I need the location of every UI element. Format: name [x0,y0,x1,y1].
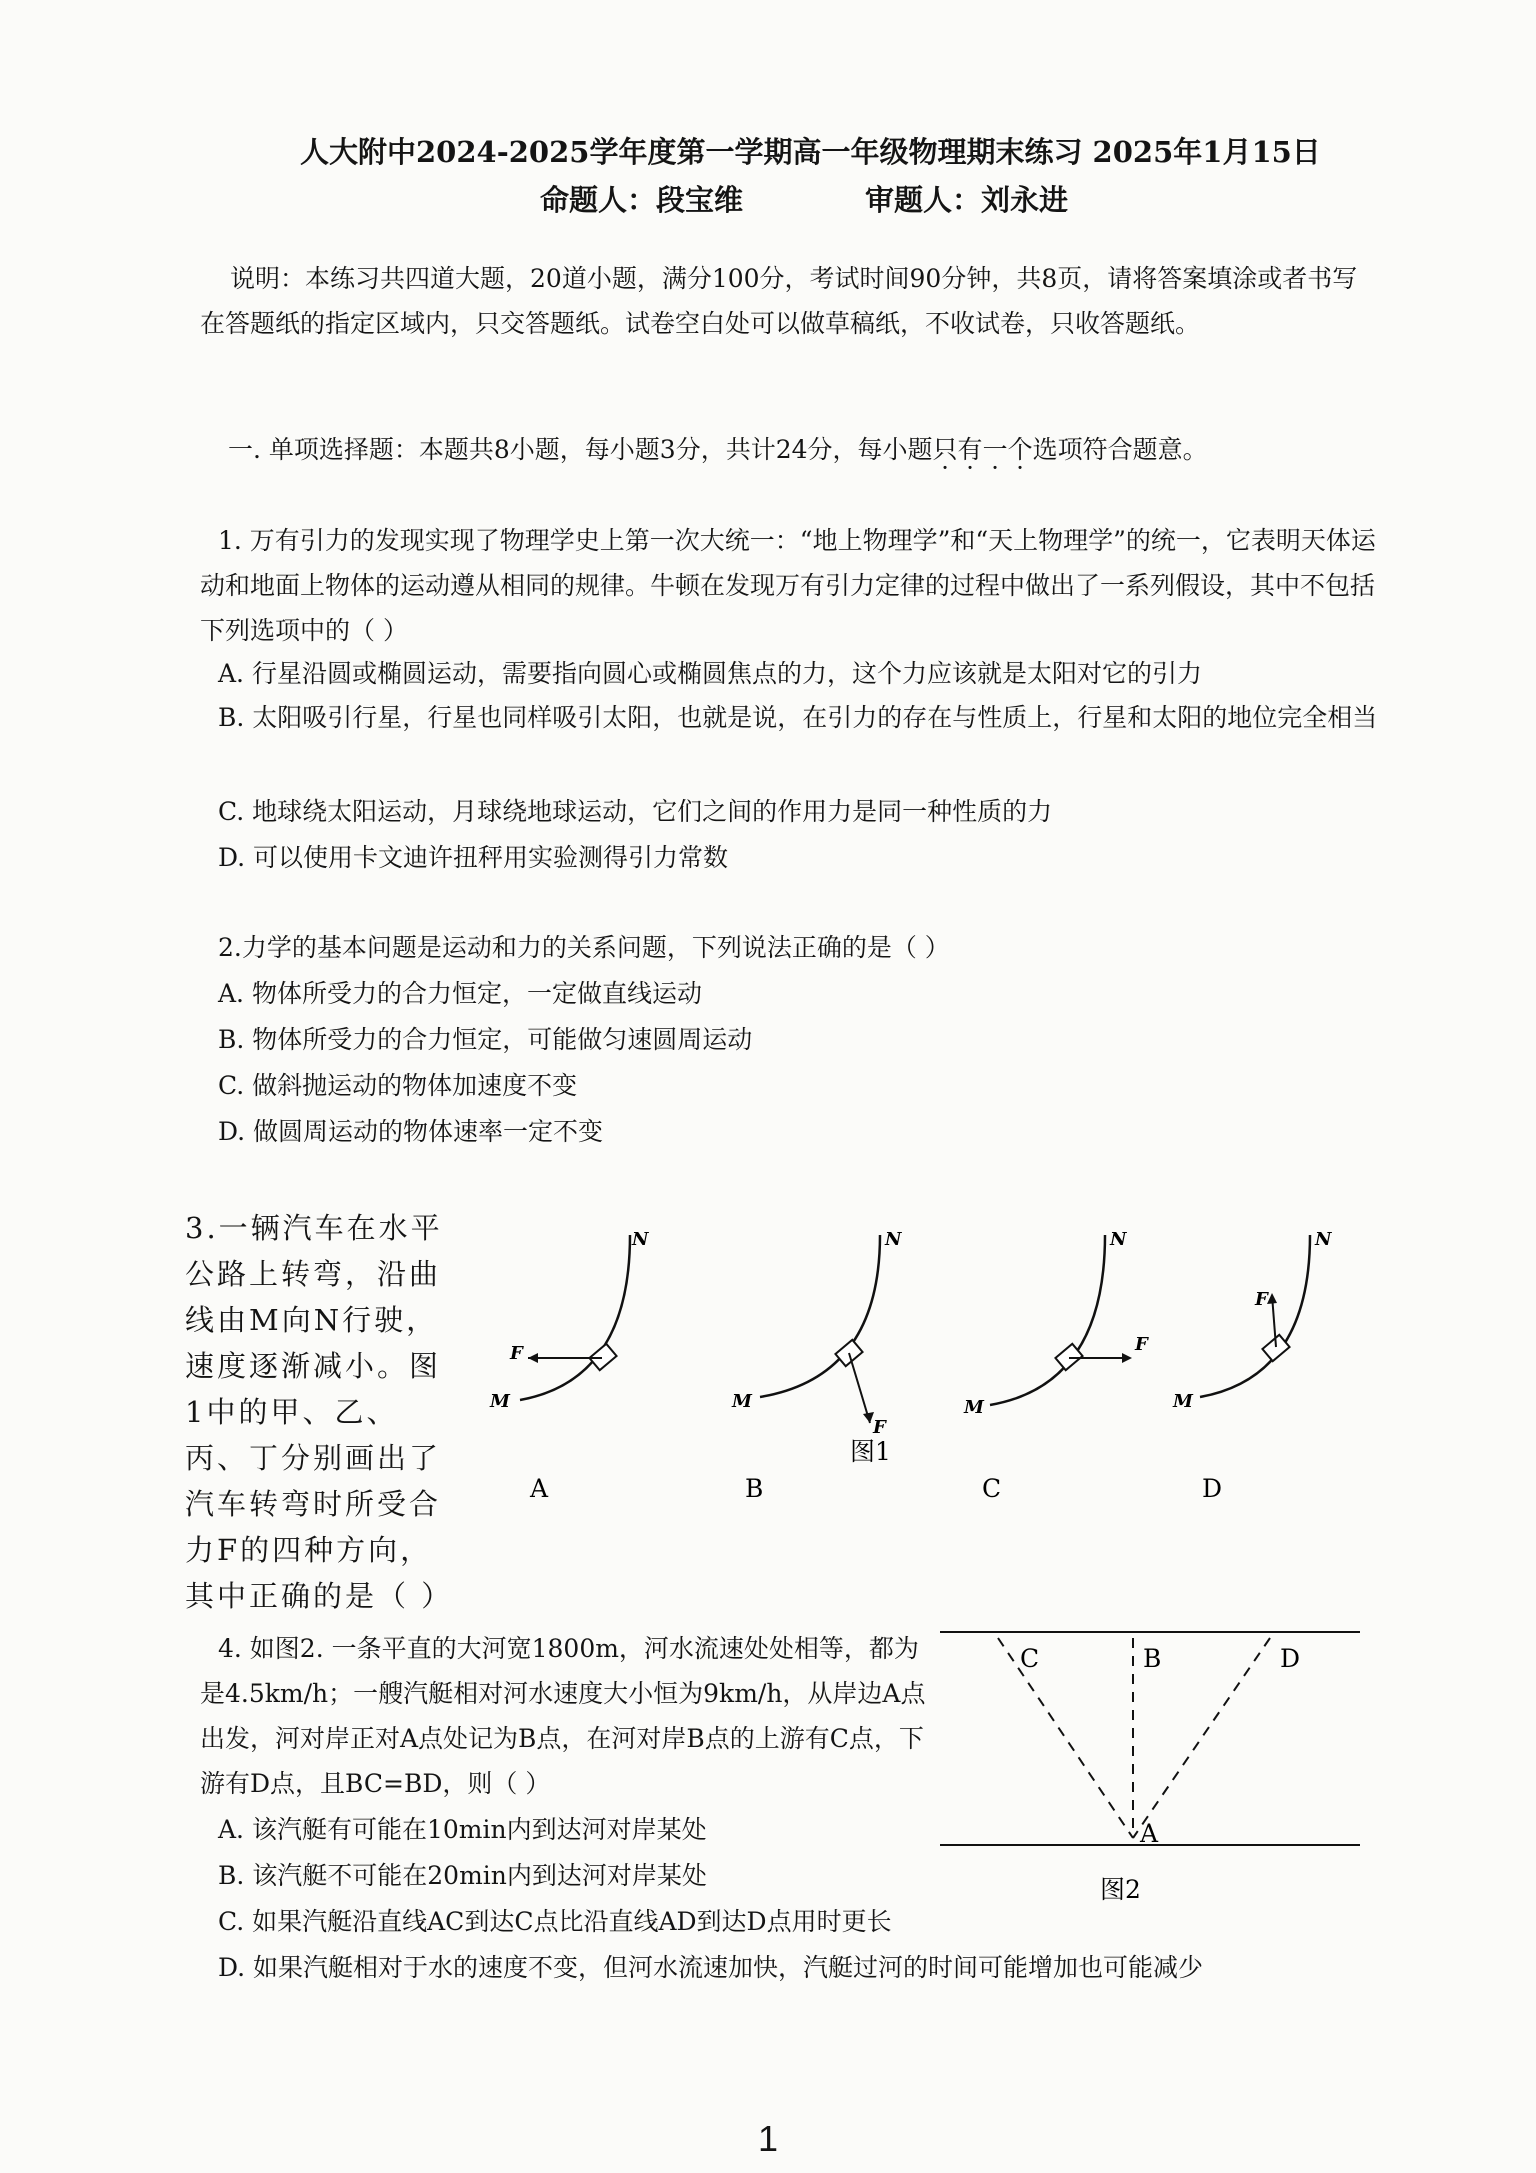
curve-path [520,1235,630,1400]
figure-2-caption: 图2 [1100,1875,1141,1904]
choice-label: D [1202,1474,1223,1503]
emphasis-char: 只 [932,435,958,464]
q1-option-b: B. 太阳吸引行星，行星也同样吸引太阳，也就是说，在引力的存在与性质上，行星和太阳的地位完全相当 [218,703,1378,732]
force-label: F [873,1417,886,1438]
arrowhead [1267,1293,1277,1304]
point-n-label: N [632,1229,649,1250]
q2-stem: 2.力学的基本问题是运动和力的关系问题，下列说法正确的是（ ） [218,933,950,962]
force-label: F [510,1343,523,1364]
curve-path [1200,1235,1310,1397]
q1-stem: 1. 万有引力的发现实现了物理学史上第一次大统一：“地上物理学”和“天上物理学”的统一，它表明天体运动和地面上物体的运动遵从相同的规律。牛顿在发现万有引力定律的过程中做出了一系列假设，其中不包括下列选项中的（ ） [200,526,1376,645]
section-heading-pre: 一. 单项选择题：本题共8小题，每小题3分，共计24分，每小题 [228,435,933,464]
exam-title: 人大附中2024-2025学年度第一学期高一年级物理期末练习 2025年1月15日 [300,135,1321,169]
choice-label: B [745,1474,764,1503]
figure-2 [940,1620,1370,1920]
point-c-label: C [1020,1644,1040,1673]
page-number: 1 [757,2118,779,2159]
section-heading [228,430,1208,466]
point-m-label: M [964,1397,984,1418]
force-label: F [1255,1289,1268,1310]
emphasis-char: 一 [982,435,1008,464]
q3-stem: 3.一辆汽车在水平公路上转弯，沿曲线由M向N行驶，速度逐渐减小。图1中的甲、乙、丙、丁分别画出了汽车转弯时所受合力F的四种方向，其中正确的是（ ） [185,1211,454,1613]
figure-1-c [963,1229,1149,1503]
choice-label: C [982,1474,1002,1503]
q2-option-a: A. 物体所受力的合力恒定，一定做直线运动 [218,979,702,1008]
point-d-label: D [1280,1644,1301,1673]
force-arrow [849,1353,870,1423]
q2-option-d: D. 做圆周运动的物体速率一定不变 [218,1117,604,1146]
point-a-label: A [1140,1819,1159,1848]
figure-1 [480,1215,1380,1515]
point-m-label: M [732,1391,752,1412]
point-m-label: M [1173,1391,1193,1412]
q4-option-c: C. 如果汽艇沿直线AC到达C点比沿直线AD到达D点用时更长 [218,1907,892,1936]
figure-1-a [489,1229,650,1503]
figure-1-b [731,1229,903,1503]
q4-option-a: A. 该汽艇有可能在10min内到达河对岸某处 [218,1815,707,1844]
question-author: 命题人：段宝维 [540,183,744,217]
figure-1-d [1172,1229,1333,1503]
emphasis-char: 有 [957,435,983,464]
choice-label: A [530,1474,549,1503]
question-reviewer: 审题人：刘永进 [865,183,1069,217]
force-label: F [1135,1334,1148,1355]
q1-option-c: C. 地球绕太阳运动，月球绕地球运动，它们之间的作用力是同一种性质的力 [218,797,1053,826]
point-n-label: N [1315,1229,1332,1250]
emphasis-char: 个 [1007,435,1033,464]
point-n-label: N [885,1229,902,1250]
q1-option-d: D. 可以使用卡文迪许扭秤用实验测得引力常数 [218,843,729,872]
point-m-label: M [490,1391,510,1412]
point-b-label: B [1143,1644,1162,1673]
q1-option-a: A. 行星沿圆或椭圆运动，需要指向圆心或椭圆焦点的力，这个力应该就是太阳对它的引力 [218,659,1202,688]
path-ac [998,1638,1133,1838]
q2-option-c: C. 做斜抛运动的物体加速度不变 [218,1071,578,1100]
q4-stem: 4. 如图2. 一条平直的大河宽1800m，河水流速处处相等，都为是4.5km/h；一艘汽艇相对河水速度大小恒为9km/h，从岸边A点出发，河对岸正对A点处记为B点，在河对岸B点的上游有C点，下游有D点，且BC=BD，则（ ） [200,1634,926,1798]
q4-option-d: D. 如果汽艇相对于水的速度不变，但河水流速加快，汽艇过河的时间可能增加也可能减少 [218,1953,1204,1982]
q2-option-b: B. 物体所受力的合力恒定，可能做匀速圆周运动 [218,1025,753,1054]
figure-1-caption: 图1 [850,1437,891,1466]
point-n-label: N [1110,1229,1127,1250]
instructions: 说明：本练习共四道大题，20道小题，满分100分，考试时间90分钟，共8页，请将答案填涂或者书写在答题纸的指定区域内，只交答题纸。试卷空白处可以做草稿纸，不收试卷，只收答题纸。 [200,264,1358,338]
curve-path [990,1235,1105,1405]
curve-path [760,1235,880,1397]
arrowhead [528,1353,538,1363]
section-heading-post: 选项符合题意。 [1032,435,1208,464]
q4-option-b: B. 该汽艇不可能在20min内到达河对岸某处 [218,1861,707,1890]
arrowhead [1122,1353,1132,1363]
